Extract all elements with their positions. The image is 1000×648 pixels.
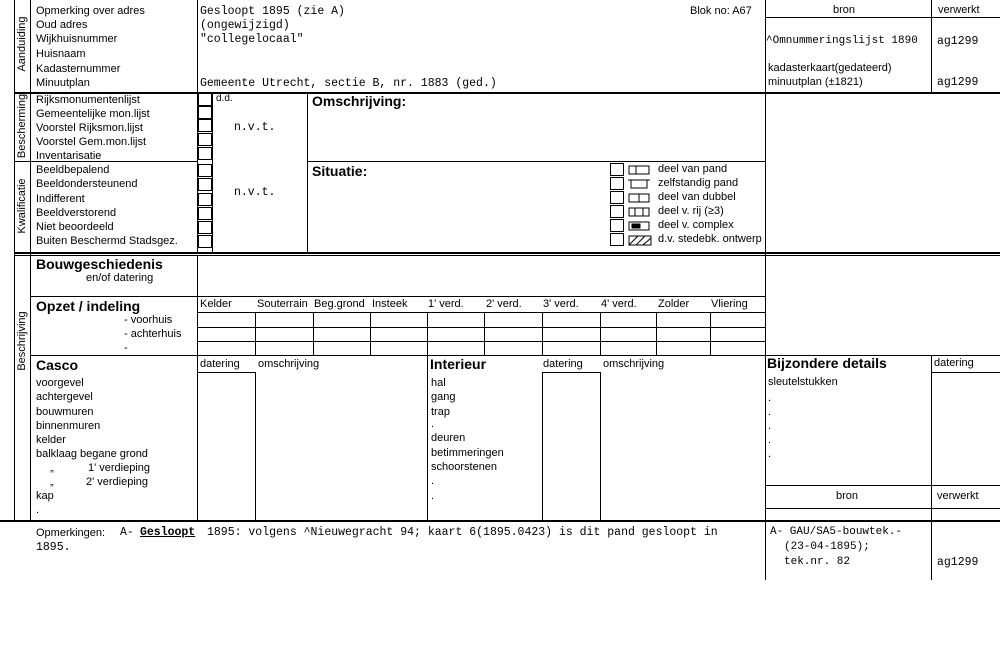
bijzondere-item: . [768,434,772,446]
checkbox[interactable] [198,207,212,220]
nvt-value: n.v.t. [234,186,276,199]
interieur-item: . [431,490,435,502]
floor-header: Kelder [200,298,232,310]
aanduiding-value: "collegelocaal" [200,33,304,46]
col-datering: datering [200,358,240,370]
interieur-item: . [431,418,435,430]
floor-header: Beg.grond [314,298,365,310]
building-type-label: deel van dubbel [658,191,736,203]
verwerkt-entry: ag1299 [937,76,979,89]
checkbox[interactable] [198,235,212,248]
casco-item: kelder [36,434,66,446]
checkbox[interactable] [610,219,624,232]
checkbox[interactable] [198,119,212,132]
header-verwerkt: verwerkt [937,490,979,502]
bron-entry: minuutplan (±1821) [768,76,863,88]
interieur-item: schoorstenen [431,461,498,473]
checkbox[interactable] [198,164,212,177]
bron-entry: (23-04-1895); [784,541,870,553]
kwalificatie-label: Beeldondersteunend [36,178,138,190]
bescherming-label: Voorstel Gem.mon.lijst [36,136,147,148]
casco-item: binnenmuren [36,420,101,432]
aanduiding-value: Gemeente Utrecht, sectie B, nr. 1883 (ged.) [200,77,497,90]
col-omschrijving: omschrijving [603,358,665,370]
checkbox[interactable] [198,106,212,119]
kwalificatie-label: Beeldverstorend [36,207,117,219]
casco-item: voorgevel [36,377,84,389]
building-type-label: deel van pand [658,163,728,175]
bijzondere-item: sleutelstukken [768,376,838,388]
bron-entry: A- GAU/SA5-bouwtek.- [770,526,903,538]
building-type-label: deel v. complex [658,219,734,231]
checkbox[interactable] [198,178,212,191]
datering-label: en/of datering [86,272,154,284]
casco-item: balklaag begane grond [36,448,148,460]
opmerkingen-text: 1895. [36,541,71,554]
kwalificatie-label: Niet beoordeeld [36,221,114,233]
floor-header: Souterrain [257,298,308,310]
kwalificatie-label: Beeldbepalend [36,164,110,176]
opmerkingen-label: Opmerkingen: [36,527,106,539]
floor-header: Zolder [658,298,690,310]
casco-item: 2' verdieping [86,476,149,488]
ditto-mark: „ [50,476,54,488]
opzet-heading: Opzet / indeling [36,298,141,314]
dd-label: d.d. [216,93,233,104]
bouwgeschiedenis-heading: Bouwgeschiedenis [36,256,163,272]
checkbox[interactable] [610,233,624,246]
checkbox[interactable] [198,93,212,106]
header-bron: bron [833,4,856,16]
opzet-row-label: - achterhuis [124,328,182,340]
opmerkingen-strong: Gesloopt [140,526,196,539]
interieur-item: gang [431,391,456,403]
building-type-icons [626,163,656,249]
aanduiding-label: Oud adres [36,19,88,31]
kwalificatie-label: Buiten Beschermd Stadsgez. [36,235,178,247]
interieur-item: trap [431,406,450,418]
casco-item: bouwmuren [36,406,94,418]
bijzondere-item: . [768,420,772,432]
bijzondere-item: . [768,406,772,418]
floor-header: 2' verd. [486,298,522,310]
verwerkt-entry: ag1299 [937,556,979,569]
aanduiding-label: Minuutplan [36,77,90,89]
casco-item: achtergevel [36,391,93,403]
bescherming-label: Gemeentelijke mon.lijst [36,108,150,120]
kwalificatie-label: Indifferent [36,193,85,205]
casco-item: . [36,504,40,516]
interieur-heading: Interieur [430,356,487,372]
building-type-label: zelfstandig pand [658,177,739,189]
bescherming-label: Inventarisatie [36,150,102,162]
floor-header: 3' verd. [543,298,579,310]
checkbox[interactable] [198,147,212,160]
ditto-mark: „ [50,462,54,474]
aanduiding-label: Wijkhuisnummer [36,33,118,45]
checkbox[interactable] [198,193,212,206]
casco-item: 1' verdieping [88,462,151,474]
side-label-kwalificatie: Kwalificatie [16,178,28,234]
building-type-label: d.v. stedebk. ontwerp [658,233,762,245]
checkbox[interactable] [610,205,624,218]
aanduiding-label: Huisnaam [36,48,86,60]
aanduiding-label: Kadasternummer [36,63,121,75]
nvt-value: n.v.t. [234,121,276,134]
col-datering: datering [934,357,974,369]
opmerkingen-prefix: A- [120,526,134,539]
header-verwerkt: verwerkt [938,4,980,16]
bijzondere-item: . [768,392,772,404]
checkbox[interactable] [610,191,624,204]
aanduiding-value: (ongewijzigd) [200,19,290,32]
side-label-aanduiding: Aanduiding [16,16,28,72]
side-label-bescherming: Bescherming [16,93,28,159]
checkbox[interactable] [610,163,624,176]
floor-header: Vliering [711,298,748,310]
floor-header: 4' verd. [601,298,637,310]
bron-entry: kadasterkaart(gedateerd) [768,62,892,74]
interieur-item: hal [431,377,446,389]
side-label-beschrijving: Beschrijving [16,311,28,371]
bijzondere-heading: Bijzondere details [767,355,887,371]
bescherming-label: Voorstel Rijksmon.lijst [36,122,143,134]
col-datering: datering [543,358,583,370]
bescherming-label: Rijksmonumentenlijst [36,94,140,106]
interieur-item: deuren [431,432,466,444]
aanduiding-value: Gesloopt 1895 (zie A) [200,5,345,18]
blok-number: Blok no: A67 [690,5,752,17]
casco-heading: Casco [36,357,79,373]
opzet-row-label: - voorhuis [124,314,173,326]
col-omschrijving: omschrijving [258,358,320,370]
opzet-row-label: - [124,342,128,354]
bijzondere-item: . [768,448,772,460]
opmerkingen-text: 1895: volgens ^Nieuwegracht 94; kaart 6(1895.0423) is dit pand gesloopt in [207,526,718,539]
checkbox[interactable] [198,221,212,234]
interieur-item: betimmeringen [431,447,504,459]
aanduiding-label: Opmerking over adres [36,5,145,17]
checkbox[interactable] [610,177,624,190]
floor-header: 1' verd. [428,298,464,310]
omschrijving-heading: Omschrijving: [312,93,407,109]
verwerkt-entry: ag1299 [937,35,979,48]
floor-header: Insteek [372,298,408,310]
checkbox[interactable] [198,133,212,146]
casco-item: kap [36,490,54,502]
bron-entry: ^Omnummeringslijst 1890 [766,35,918,47]
situatie-heading: Situatie: [312,163,368,179]
interieur-item: . [431,475,435,487]
header-bron: bron [836,490,859,502]
building-type-label: deel v. rij (≥3) [658,205,724,217]
bron-entry: tek.nr. 82 [784,556,851,568]
